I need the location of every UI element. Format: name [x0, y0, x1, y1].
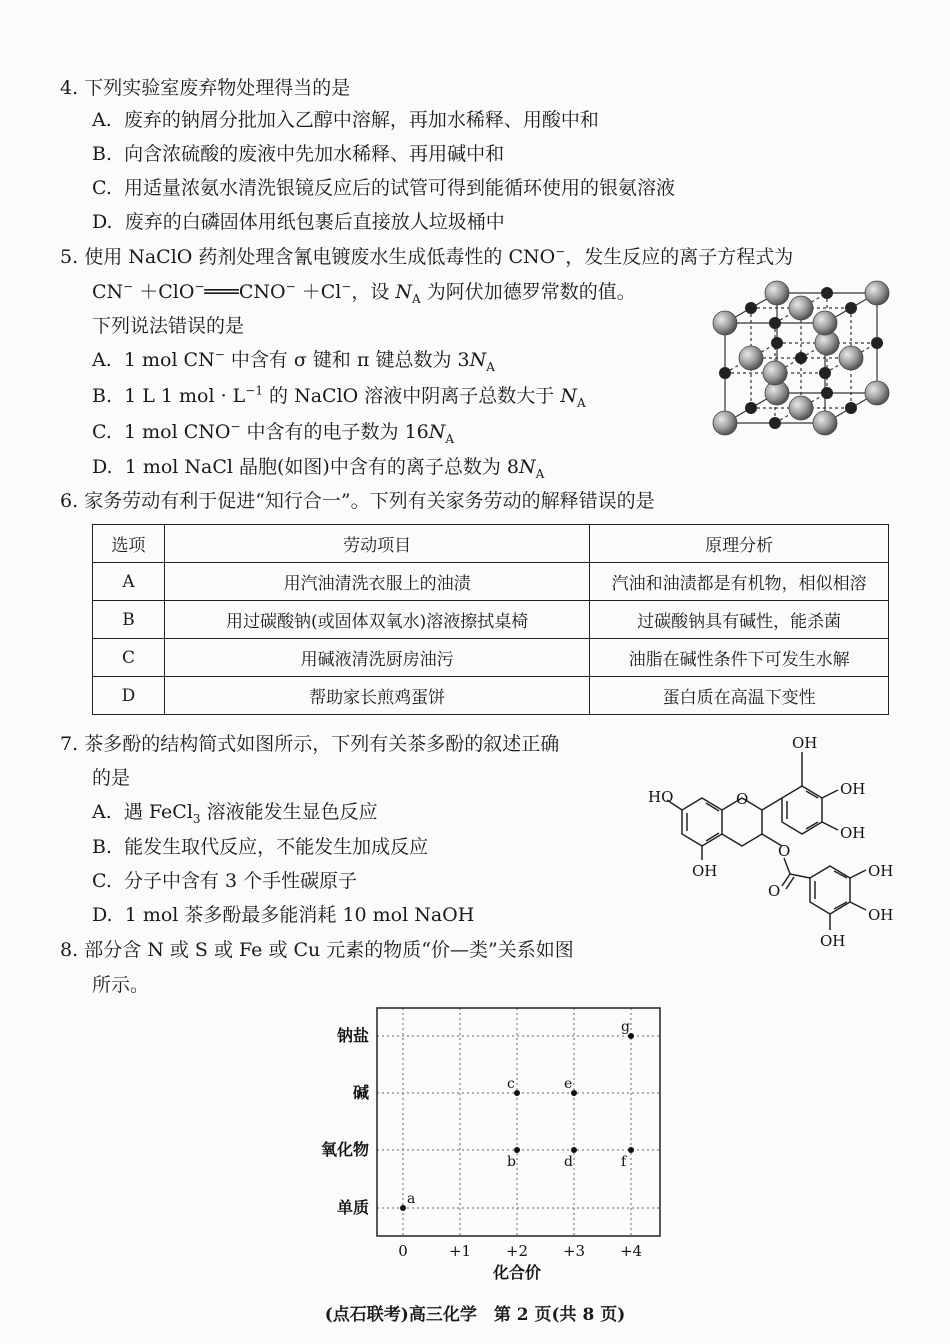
sodium-ion [871, 337, 883, 349]
sodium-ion [745, 302, 757, 314]
data-point-label: c [507, 1076, 515, 1092]
q7-stem: 7. 茶多酚的结构简式如图所示，下列有关茶多酚的叙述正确 [60, 733, 560, 755]
table-header-cell: 原理分析 [590, 525, 889, 563]
table-cell: A [93, 563, 165, 601]
q4-option-b: B. 向含浓硫酸的废液中先加水稀释、再用碱中和 [92, 143, 505, 165]
table-header-cell: 劳动项目 [164, 525, 589, 563]
q5-equation: CN− ＋ClO−═══CNO− ＋Cl−，设 $N_A$ 为阿伏加德罗常数的值。 [92, 279, 636, 306]
data-point-label: b [507, 1154, 516, 1170]
structure-label-o: O [736, 790, 749, 808]
structure-label-o: O [778, 842, 791, 860]
tea-polyphenol-structure [642, 730, 902, 955]
x-axis-label: 化合价 [492, 1263, 542, 1282]
page-footer: (点石联考)高三化学 第 2 页(共 8 页) [324, 1305, 626, 1325]
structure-label-oh: OH [840, 824, 866, 842]
data-point [514, 1090, 520, 1096]
table-cell: 用碱液清洗厨房油污 [164, 639, 589, 677]
data-point [400, 1205, 406, 1211]
sodium-ion [845, 402, 857, 414]
q7-option-b: B. 能发生取代反应，不能发生加成反应 [92, 836, 429, 858]
q7-option-d: D. 1 mol 茶多酚最多能消耗 10 mol NaOH [92, 904, 475, 926]
data-point-label: a [407, 1191, 416, 1207]
sodium-ion [769, 417, 781, 429]
chloride-ion [763, 361, 787, 385]
chart-frame [377, 1008, 660, 1236]
sodium-ion [771, 337, 783, 349]
structure-label-oh: OH [692, 862, 718, 880]
x-tick-label: 0 [398, 1242, 408, 1260]
data-point-label: f [621, 1154, 627, 1170]
sodium-ion [819, 367, 831, 379]
x-tick-label: +2 [505, 1242, 529, 1260]
table-header-cell: 选项 [93, 525, 165, 563]
sodium-ion [845, 302, 857, 314]
table-row [93, 677, 889, 715]
y-category-label: 单质 [336, 1198, 369, 1217]
q7-option-c: C. 分子中含有 3 个手性碳原子 [92, 870, 358, 892]
table-cell: 用汽油清洗衣服上的油渍 [164, 563, 589, 601]
q5-option-c: C. 1 mol CNO− 中含有的电子数为 $16N_A$ [92, 419, 455, 446]
nacl-crystal-cell-figure [705, 278, 895, 438]
chloride-ion [813, 411, 837, 435]
sodium-ion [821, 287, 833, 299]
q5-option-b: B. 1 L 1 mol · $L^{-1}$ 的 NaClO 溶液中阴离子总数大于 $N_A$ [92, 383, 586, 410]
table-cell: 过碳酸钠具有碱性，能杀菌 [590, 601, 889, 639]
y-category-label: 碱 [352, 1083, 369, 1102]
valence-category-chart [305, 1000, 685, 1290]
table-cell: 蛋白质在高温下变性 [590, 677, 889, 715]
structure-label-oh: OH [868, 906, 894, 924]
q5-stem: 5. 使用 NaClO 药剂处理含氰电镀废水生成低毒性的 CNO−，发生反应的离子方程式为 [60, 244, 794, 268]
structure-label-ho: HO [648, 788, 674, 806]
sodium-ion [745, 402, 757, 414]
data-point [571, 1147, 577, 1153]
table-row [93, 563, 889, 601]
table-cell: 用过碳酸钠(或固体双氧水)溶液擦拭桌椅 [164, 601, 589, 639]
table-cell: 帮助家长煎鸡蛋饼 [164, 677, 589, 715]
chloride-ion [713, 411, 737, 435]
q4-option-d: D. 废弃的白磷固体用纸包裹后直接放人垃圾桶中 [92, 211, 505, 233]
q7-stem-continued: 的是 [92, 767, 131, 789]
sodium-ion [719, 367, 731, 379]
q8-stem: 8. 部分含 N 或 S 或 Fe 或 Cu 元素的物质“价—类”关系如图 [60, 939, 574, 961]
chloride-ion [839, 346, 863, 370]
chloride-ion [765, 281, 789, 305]
chloride-ion [789, 296, 813, 320]
q4-option-a: A. 废弃的钠屑分批加入乙醇中溶解，再加水稀释、用酸中和 [92, 109, 599, 131]
structure-label-o: O [768, 882, 781, 900]
table-row [93, 601, 889, 639]
q5-option-a: A. 1 mol CN− 中含有 σ 键和 π 键总数为 $3N_A$ [92, 347, 495, 374]
sodium-ion [821, 387, 833, 399]
data-point-label: d [564, 1154, 573, 1170]
data-point [514, 1147, 520, 1153]
sodium-ion [769, 317, 781, 329]
q7-option-a: A. 遇 FeCl$_3$ 溶液能发生显色反应 [92, 801, 378, 826]
q8-stem-continued: 所示。 [92, 974, 150, 996]
chloride-ion [713, 311, 737, 335]
table-cell: B [93, 601, 165, 639]
q6-stem: 6. 家务劳动有利于促进“知行合一”。下列有关家务劳动的解释错误的是 [60, 490, 655, 512]
y-category-label: 氧化物 [320, 1140, 369, 1159]
table-cell: D [93, 677, 165, 715]
structure-label-oh: OH [792, 734, 818, 752]
chloride-ion [813, 311, 837, 335]
q5-option-d: D. 1 mol NaCl 晶胞(如图)中含有的离子总数为 $8N_A$ [92, 456, 545, 481]
x-tick-label: +3 [562, 1242, 586, 1260]
q4-stem: 4. 下列实验室废弃物处理得当的是 [60, 77, 351, 99]
y-category-label: 钠盐 [336, 1026, 369, 1045]
x-tick-label: +4 [619, 1242, 643, 1260]
table-header-row [93, 525, 889, 563]
chloride-ion [739, 346, 763, 370]
table-cell: 油脂在碱性条件下可发生水解 [590, 639, 889, 677]
table-cell: 汽油和油渍都是有机物，相似相溶 [590, 563, 889, 601]
q5-stem-question: 下列说法错误的是 [92, 315, 245, 337]
structure-label-oh: OH [840, 780, 866, 798]
data-point-label: g [621, 1019, 630, 1035]
structure-label-oh: OH [868, 862, 894, 880]
x-tick-label: +1 [448, 1242, 472, 1260]
sodium-ion [795, 352, 807, 364]
chloride-ion [865, 281, 889, 305]
table-row [93, 639, 889, 677]
chloride-ion [865, 381, 889, 405]
table-cell: C [93, 639, 165, 677]
structure-label-oh: OH [820, 932, 846, 950]
data-point [628, 1147, 634, 1153]
chloride-ion [789, 396, 813, 420]
data-point-label: e [564, 1076, 573, 1092]
q6-table [92, 524, 889, 715]
q4-option-c: C. 用适量浓氨水清洗银镜反应后的试管可得到能循环使用的银氨溶液 [92, 177, 676, 199]
